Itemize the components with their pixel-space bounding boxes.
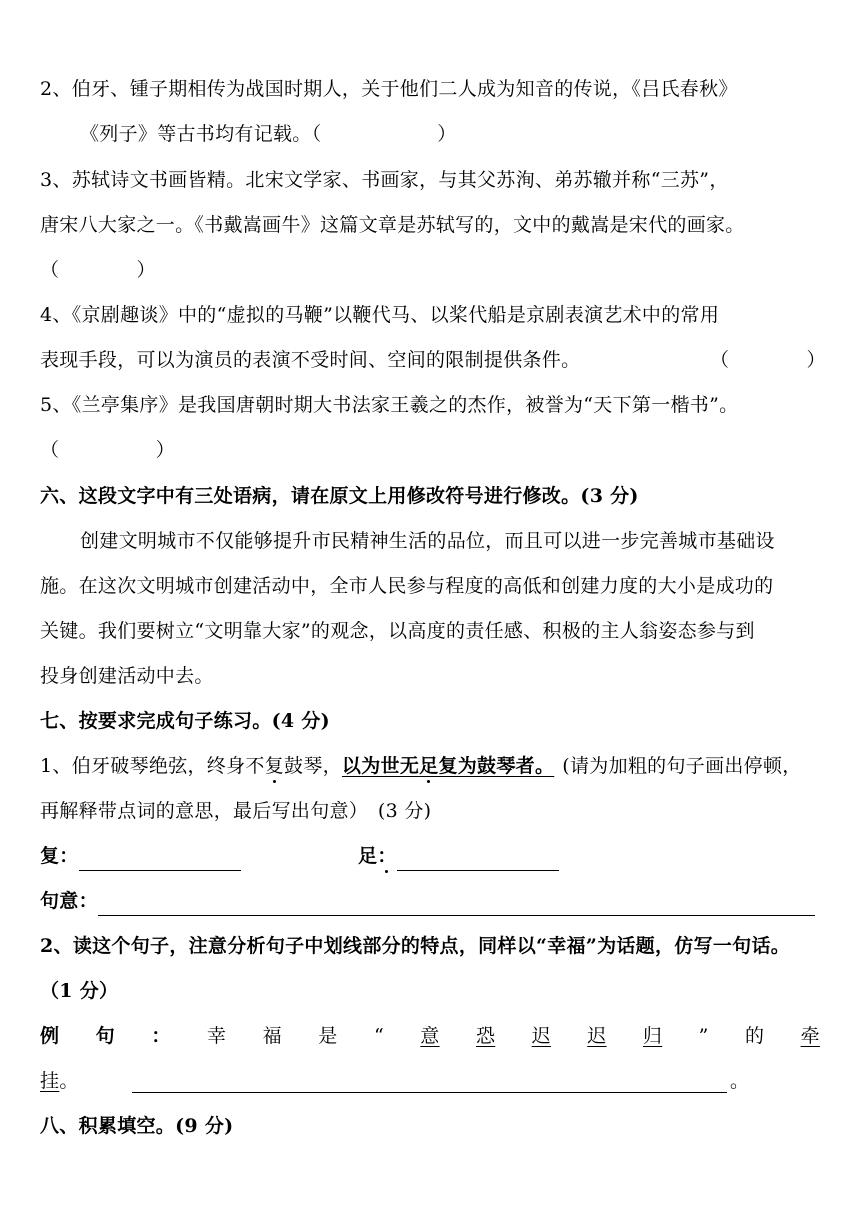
ex-char: “ — [373, 1025, 384, 1047]
q5-item3-line3: （ ） — [40, 259, 156, 281]
q5-item4-line2 — [40, 345, 826, 375]
q7-fu-row — [40, 841, 820, 871]
juyi-answer-blank[interactable] — [98, 893, 815, 916]
ex-underlined-char: 意 — [420, 1025, 440, 1047]
q5-item4-text: 表现手段，可以为演员的表演不受时间、空间的限制提供条件。 — [40, 349, 581, 371]
q7-s1-line2: 再解释带点词的意思，最后写出句意） (3 分) — [40, 800, 432, 822]
q6-title: 六、这段文字中有三处语病，请在原文上用修改符号进行修改。(3 分) — [40, 485, 639, 507]
q7-s1-pre1: 1、伯牙破琴绝弦，终身不 — [40, 755, 265, 777]
juyi-label: 句意： — [40, 890, 98, 912]
ex-underlined-char: 恐 — [475, 1025, 496, 1047]
q5-item5-line1: 5、《兰亭集序》是我国唐朝时期大书法家王羲之的杰作，被誉为“天下第一楷书”。 — [40, 394, 739, 416]
zu-label — [358, 841, 559, 871]
q5-item2-line2: 《列子》等古书均有记载。（ ） — [80, 123, 457, 145]
example-sentence — [40, 1021, 820, 1051]
ex-char: 的 — [744, 1025, 765, 1047]
q7-s2-line2: （1 分） — [40, 980, 119, 1002]
q8-title: 八、积累填空。(9 分) — [40, 1115, 234, 1137]
imitation-answer-blank[interactable] — [132, 1070, 727, 1093]
bold-sentence-part-b: 复为鼓琴者。 — [438, 755, 555, 777]
ex-char: 例 — [40, 1025, 60, 1047]
dotted-char-fu: 复 — [264, 755, 285, 777]
q5-item4-answer-paren: （ ） — [710, 349, 826, 371]
q6-paragraph-line4: 投身创建活动中去。 — [40, 665, 214, 687]
ex-underlined-char: 迟 — [531, 1025, 551, 1047]
ex-char: 句 — [95, 1025, 115, 1047]
ex-period: 。 — [59, 1070, 79, 1092]
ex-char: ： — [151, 1025, 171, 1047]
q7-example-row — [40, 1021, 820, 1051]
ex-char: 幸 — [206, 1025, 227, 1047]
q7-s1-post: (请为加粗的句子画出停顿， — [562, 755, 802, 777]
q6-paragraph-line2: 施。在这次文明城市创建活动中，全市人民参与程度的高低和创建力度的大小是成功的 — [40, 575, 774, 597]
q5-item2-line1: 2、伯牙、锺子期相传为战国时期人，关于他们二人成为知音的传说，《吕氏春秋》 — [40, 78, 738, 100]
q7-example-row2 — [40, 1066, 820, 1096]
q7-s1-line1 — [40, 751, 820, 781]
bold-sentence-part-a: 以为世无 — [341, 755, 420, 777]
q6-paragraph-line3: 关键。我们要树立“文明靠大家”的观念，以高度的责任感、积极的主人翁姿态参与到 — [40, 620, 755, 642]
bold-sentence — [342, 755, 554, 777]
q7-juyi-row — [40, 886, 820, 916]
q7-s2-line1: 2、读这个句子，注意分析句子中划线部分的特点，同样以“幸福”为话题，仿写一句话。 — [40, 935, 791, 957]
q6-paragraph-line1: 创建文明城市不仅能够提升市民精神生活的品位，而且可以进一步完善城市基础设 — [80, 530, 775, 552]
q5-item3-line2: 唐宋八大家之一。《书戴嵩画牛》这篇文章是苏轼写的，文中的戴嵩是宋代的画家。 — [40, 214, 745, 236]
fu-answer-blank[interactable] — [79, 848, 241, 871]
ex-char: 福 — [262, 1025, 282, 1047]
q7-s1-pre2: 鼓琴， — [284, 755, 342, 777]
q5-item5-line2: （ ） — [40, 439, 176, 461]
imitation-end-period: 。 — [730, 1070, 750, 1092]
zu-answer-blank[interactable] — [397, 848, 559, 871]
ex-char: 是 — [318, 1025, 338, 1047]
ex-char: ” — [698, 1025, 709, 1047]
q7-title: 七、按要求完成句子练习。(4 分) — [40, 710, 330, 732]
ex-underlined-char: 挂 — [40, 1070, 60, 1092]
q5-item4-line1: 4、《京剧趣谈》中的“虚拟的马鞭”以鞭代马、以桨代船是京剧表演艺术中的常用 — [40, 304, 720, 326]
ex-underlined-char: 迟 — [587, 1025, 607, 1047]
fu-label: 复： — [40, 845, 79, 867]
zu-label-colon: ： — [377, 845, 397, 867]
dotted-char-zu: 足 — [419, 755, 439, 777]
zu-label-char: 足 — [358, 845, 378, 867]
ex-underlined-char: 牵 — [800, 1025, 820, 1047]
q5-item3-line1: 3、苏轼诗文书画皆精。北宋文学家、书画家，与其父苏洵、弟苏辙并称“三苏”， — [40, 169, 729, 191]
ex-underlined-char: 归 — [642, 1025, 663, 1047]
